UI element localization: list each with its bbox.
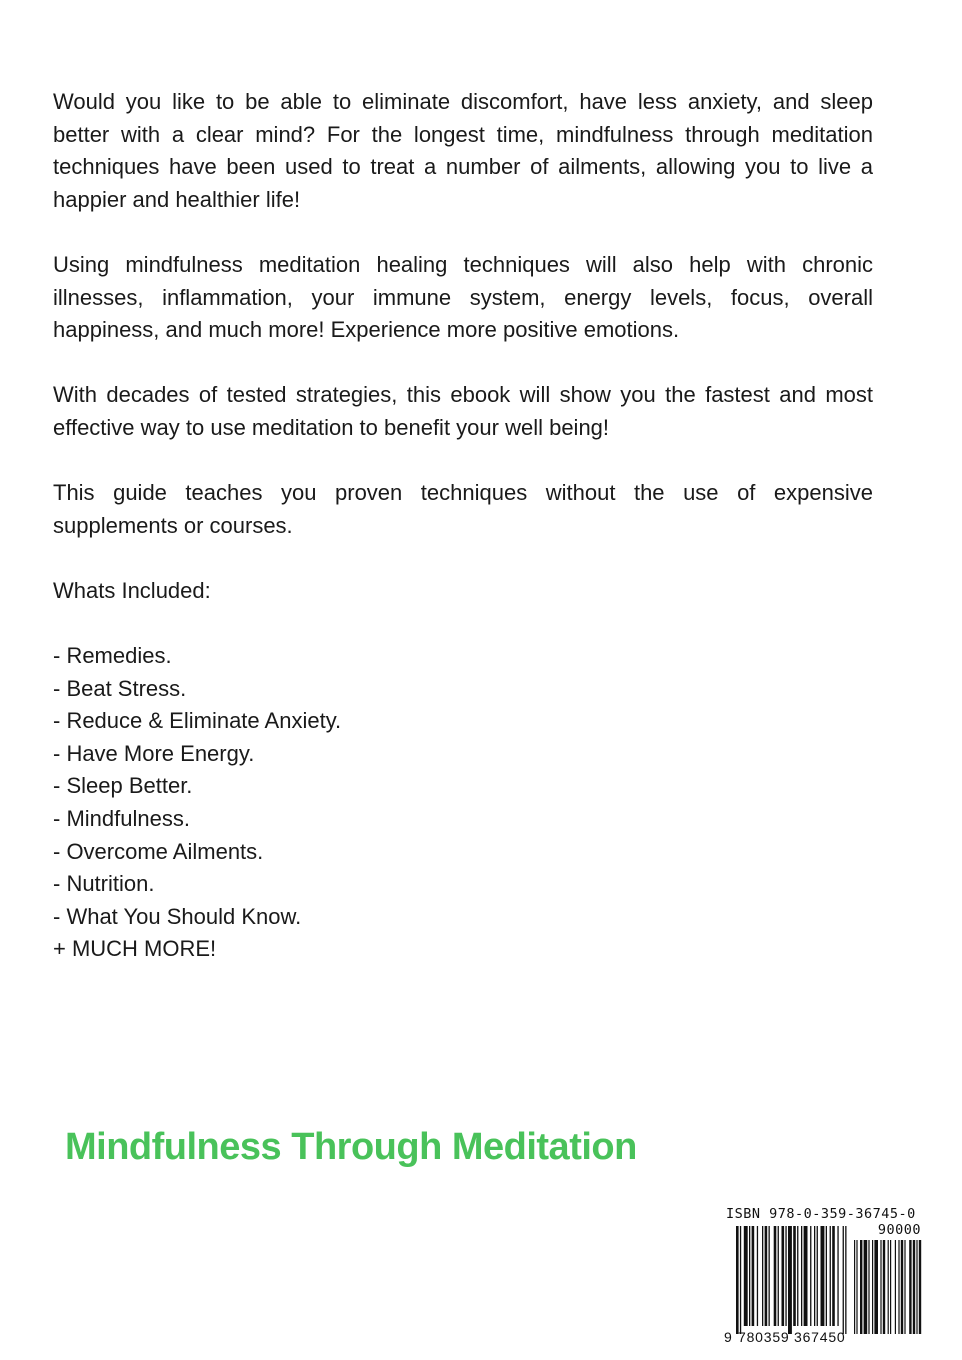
guide-paragraph: This guide teaches you proven techniques without the use of expensive supplements or courses. bbox=[53, 480, 873, 538]
barcode-bar bbox=[821, 1226, 825, 1326]
barcode-addon-bar bbox=[868, 1240, 869, 1334]
list-item: - Nutrition. bbox=[53, 871, 155, 897]
barcode-addon-bar bbox=[895, 1240, 896, 1334]
barcode-addon-bar bbox=[898, 1240, 899, 1334]
ean-right-group: 367450 bbox=[794, 1329, 846, 1345]
list-item: - Sleep Better. bbox=[53, 773, 193, 799]
barcode-addon-bar bbox=[890, 1240, 891, 1334]
price-addon-code: 90000 bbox=[877, 1222, 921, 1238]
barcode-bar bbox=[845, 1226, 846, 1334]
barcode-bar bbox=[837, 1226, 838, 1326]
barcode-bar bbox=[785, 1226, 786, 1326]
barcode-bar bbox=[793, 1226, 796, 1326]
benefits-paragraph: Using mindfulness meditation healing techniques will also help with chronic illnesses, inflammation, your immune system, energy levels, focus, overall happiness, and much more! Experience more positive emotions. bbox=[53, 251, 873, 343]
barcode-bar bbox=[832, 1226, 835, 1326]
included-heading: Whats Included: bbox=[53, 577, 211, 603]
barcode-bar bbox=[804, 1226, 808, 1326]
isbn-barcode bbox=[724, 1206, 924, 1344]
barcode-bar bbox=[788, 1226, 792, 1334]
list-item: - Remedies. bbox=[53, 643, 172, 669]
barcode-addon-bar bbox=[888, 1240, 889, 1334]
barcode-bar bbox=[814, 1226, 815, 1326]
list-item: - Mindfulness. bbox=[53, 806, 190, 832]
barcode-bar bbox=[782, 1226, 785, 1326]
barcode-bar bbox=[765, 1226, 768, 1326]
strategies-paragraph: With decades of tested strategies, this ebook will show you the fastest and most effective way to use meditation to benefit your well being! bbox=[53, 382, 873, 440]
barcode-addon-bar bbox=[919, 1240, 921, 1334]
barcode-addon-bar bbox=[901, 1240, 903, 1334]
barcode-bar bbox=[736, 1226, 739, 1334]
intro-paragraph: Would you like to be able to eliminate discomfort, have less anxiety, and sleep better with a clear mind? For the longest time, mindfulness through meditation techniques have been used to treat a number of ailments, allowing you to live a happier and healthier life! bbox=[53, 89, 873, 212]
barcode-bar bbox=[810, 1226, 811, 1326]
barcode-bar bbox=[744, 1226, 748, 1326]
barcode-addon-bar bbox=[872, 1240, 873, 1334]
included-list bbox=[53, 640, 873, 966]
barcode-bars bbox=[724, 1226, 924, 1334]
barcode-addon-bar bbox=[860, 1240, 862, 1334]
barcode-bar bbox=[778, 1226, 779, 1326]
book-title: Mindfulness Through Meditation bbox=[65, 1126, 637, 1168]
barcode-bar bbox=[801, 1226, 802, 1326]
barcode-addon-bar bbox=[916, 1240, 917, 1334]
list-item: - What You Should Know. bbox=[53, 903, 302, 929]
barcode-bar bbox=[826, 1226, 827, 1326]
barcode-addon-bar bbox=[904, 1240, 905, 1334]
description-body bbox=[53, 86, 873, 966]
barcode-addon-bar bbox=[909, 1240, 911, 1334]
barcode-bar bbox=[757, 1226, 758, 1326]
ean-first-digit: 9 bbox=[724, 1329, 732, 1345]
list-item: - Reduce & Eliminate Anxiety. bbox=[53, 708, 342, 734]
barcode-addon-bar bbox=[864, 1240, 868, 1334]
barcode-bar bbox=[749, 1226, 750, 1326]
barcode-addon-bar bbox=[913, 1240, 915, 1334]
barcode-addon-bar bbox=[880, 1240, 881, 1334]
barcode-bar bbox=[762, 1226, 763, 1326]
list-item: + MUCH MORE! bbox=[53, 936, 217, 962]
list-item: - Have More Energy. bbox=[53, 740, 255, 766]
ean-left-group: 780359 bbox=[738, 1329, 790, 1345]
barcode-bar bbox=[774, 1226, 777, 1326]
isbn-label: ISBN 978-0-359-36745-0 bbox=[726, 1206, 916, 1222]
barcode-addon-bar bbox=[856, 1240, 857, 1334]
barcode-bar bbox=[769, 1226, 770, 1326]
barcode-bar bbox=[797, 1226, 798, 1326]
barcode-addon-bar bbox=[874, 1240, 878, 1334]
barcode-bar bbox=[843, 1226, 844, 1334]
list-item: - Beat Stress. bbox=[53, 675, 187, 701]
barcode-bar bbox=[817, 1226, 818, 1326]
barcode-addon-bar bbox=[854, 1240, 855, 1334]
barcode-bar bbox=[740, 1226, 741, 1334]
barcode-addon-bar bbox=[883, 1240, 885, 1334]
barcode-bar bbox=[752, 1226, 755, 1326]
list-item: - Overcome Ailments. bbox=[53, 838, 264, 864]
barcode-bar bbox=[830, 1226, 831, 1326]
